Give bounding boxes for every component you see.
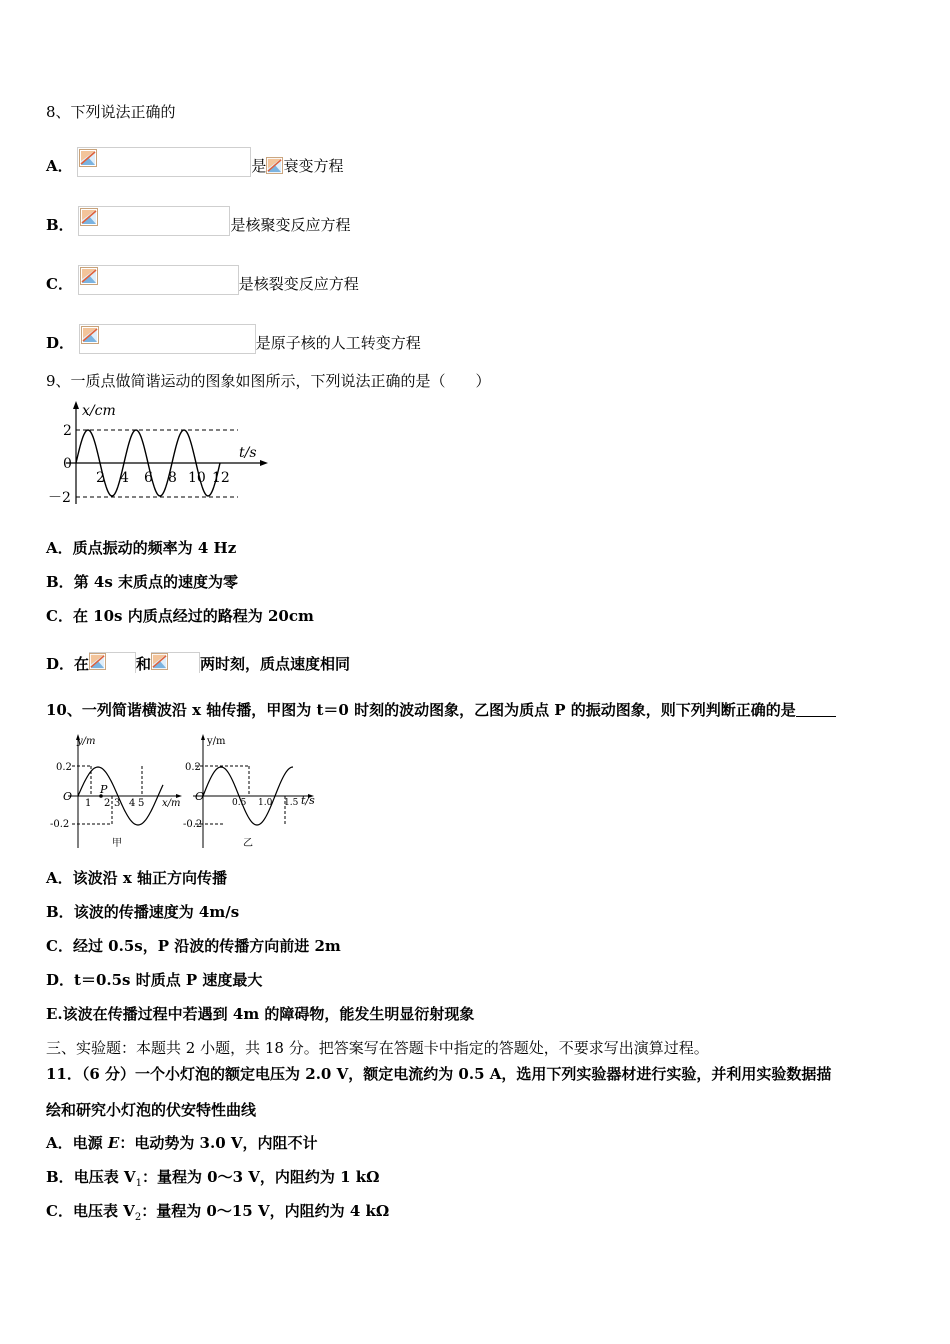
section3-heading: 三、实验题：本题共 2 小题，共 18 分。把答案写在答题卡中指定的答题处，不要求写出演算过程。 [46,1039,709,1057]
q9-option-a [46,538,236,558]
option-italic: E [107,1134,120,1152]
option-label: E. [46,1005,63,1023]
option-label: A． [46,157,73,175]
x-axis-label: x/m [162,798,181,809]
equation-image [77,147,251,177]
broken-image-icon [266,157,283,174]
option-label: A． [46,539,73,557]
q9-option-d [46,652,350,674]
q10-option-d [46,970,262,990]
caption: 甲 [112,838,122,849]
option-label: C． [46,607,73,625]
equation-image [78,265,239,295]
x-tick-labels [85,798,144,809]
option-text: 该波在传播过程中若遇到 4m 的障碍物，能发生明显衍射现象 [62,1005,475,1023]
q11-stem-line1: 11．（6 分）一个小灯泡的额定电压为 2.0 V，额定电流约为 0.5 A，选用下列实验器材进行实验，并利用实验数据描 [46,1065,832,1083]
q10-option-c [46,936,341,956]
q9-option-c [46,606,314,626]
q11-option-c [46,1201,389,1228]
x-tick: 1.0 [258,798,273,808]
q11-option-b [46,1167,380,1194]
q8-option-d [46,324,421,354]
x-tick: 10 [188,470,206,486]
y-axis-arrow [73,401,79,409]
option-label: B． [46,216,74,234]
q10-option-e [46,1004,474,1024]
x-tick-labels [96,470,230,486]
option-label: A． [46,869,73,887]
y-axis-label: x/cm [82,403,116,419]
q10-option-b [46,902,239,922]
option-text: t＝0.5s 时质点 P 速度最大 [74,971,263,989]
x-tick-labels [232,798,299,808]
option-pre: 在 [74,655,90,673]
q10-wave-graph [50,730,190,852]
x-axis-arrow [260,460,268,466]
option-label: B． [46,573,74,591]
option-label: B． [46,903,74,921]
option-text: 是核裂变反应方程 [238,275,359,293]
option-sub: 2 [134,1212,142,1223]
option-label: D． [46,971,75,989]
broken-image-icon [79,149,97,167]
q10-option-a [46,868,227,888]
option-label: D． [46,334,75,352]
x-tick: 1.5 [284,798,299,808]
q8-option-c [46,265,359,295]
q9-shm-graph [48,398,273,510]
option-pre: 电压表 V [72,1202,135,1220]
y-axis-label: y/m [207,736,226,747]
q11-stem-line2: 绘和研究小灯泡的伏安特性曲线 [46,1101,257,1119]
x-tick: 3 [114,798,121,809]
answer-blank [796,700,836,717]
x-axis-label: t/s [239,445,257,461]
option-pre: 电压表 V [73,1168,136,1186]
broken-image-icon [80,208,98,226]
option-text: 是 [251,157,267,175]
option-post: ：量程为 0～3 V，内阻约为 1 kΩ [141,1168,380,1186]
option-label: A． [46,1134,73,1152]
x-tick: 2 [96,470,105,486]
y-tick-2: 2 [63,423,72,439]
x-tick: 4 [129,798,136,809]
y-axis-arrow [201,734,205,740]
option-text: 是核聚变反应方程 [230,216,351,234]
q10-stem-text: 10、一列简谐横波沿 x 轴传播，甲图为 t＝0 时刻的波动图象，乙图为质点 P 的振动图象，则下列判断正确的是 [46,701,796,719]
q10-vibration-graph [185,730,325,852]
time-image [89,652,136,673]
option-label: C． [46,1202,73,1220]
option-text: 该波的传播速度为 4m/s [73,903,240,921]
point-label: P [100,783,108,796]
x-tick: 5 [138,798,145,809]
option-label: B． [46,1168,74,1186]
x-tick: 2 [104,798,111,809]
x-tick: 0.5 [232,798,247,808]
x-axis-label: t/s [301,794,315,807]
q10-stem [46,700,836,720]
x-tick: 4 [120,470,129,486]
q8-stem: 8、下列说法正确的 [46,103,176,121]
q8-option-a [46,147,343,177]
option-post: ：量程为 0～15 V，内阻约为 4 kΩ [141,1202,390,1220]
y-tick-top: 0.2 [56,762,72,773]
caption: 乙 [243,838,253,849]
y-tick-neg2: －2 [48,490,71,506]
y-tick-bottom: -0.2 [50,819,70,830]
y-tick-bottom: -0.2 [183,819,203,830]
origin-label: O [195,790,205,803]
q11-option-a [46,1133,318,1153]
time-image [151,652,200,673]
option-label: D． [46,655,75,673]
origin-label: O [63,790,73,803]
option-text: 经过 0.5s，P 沿波的传播方向前进 2m [72,937,341,955]
y-axis-label: y/m [77,736,96,747]
broken-image-icon [89,653,106,670]
q9-stem: 9、一质点做简谐运动的图象如图所示，下列说法正确的是（ ） [46,372,491,390]
x-tick: 12 [212,470,230,486]
x-tick: 1 [85,798,92,809]
equation-image [78,206,230,236]
equation-image [79,324,256,354]
option-text: 该波沿 x 轴正方向传播 [72,869,228,887]
option-pre: 电源 [72,1134,108,1152]
x-tick: 8 [168,470,177,486]
option-mid: 和 [136,655,152,673]
y-tick-0: 0 [63,456,72,472]
option-text: 是原子核的人工转变方程 [255,334,421,352]
option-suffix: 衰变方程 [283,157,344,175]
broken-image-icon [81,326,99,344]
option-text: 第 4s 末质点的速度为零 [73,573,239,591]
option-post: ：电动势为 3.0 V，内阻不计 [119,1134,318,1152]
broken-image-icon [151,653,168,670]
broken-image-icon [80,267,98,285]
option-text: 质点振动的频率为 4 Hz [72,539,237,557]
q9-option-b [46,572,238,592]
x-tick: 6 [144,470,153,486]
option-label: C． [46,275,73,293]
option-post: 两时刻，质点速度相同 [200,655,351,673]
option-sub: 1 [135,1178,142,1189]
q8-option-b [46,206,350,236]
y-tick-top: 0.2 [185,762,201,773]
option-label: C． [46,937,73,955]
option-text: 在 10s 内质点经过的路程为 20cm [72,607,314,625]
